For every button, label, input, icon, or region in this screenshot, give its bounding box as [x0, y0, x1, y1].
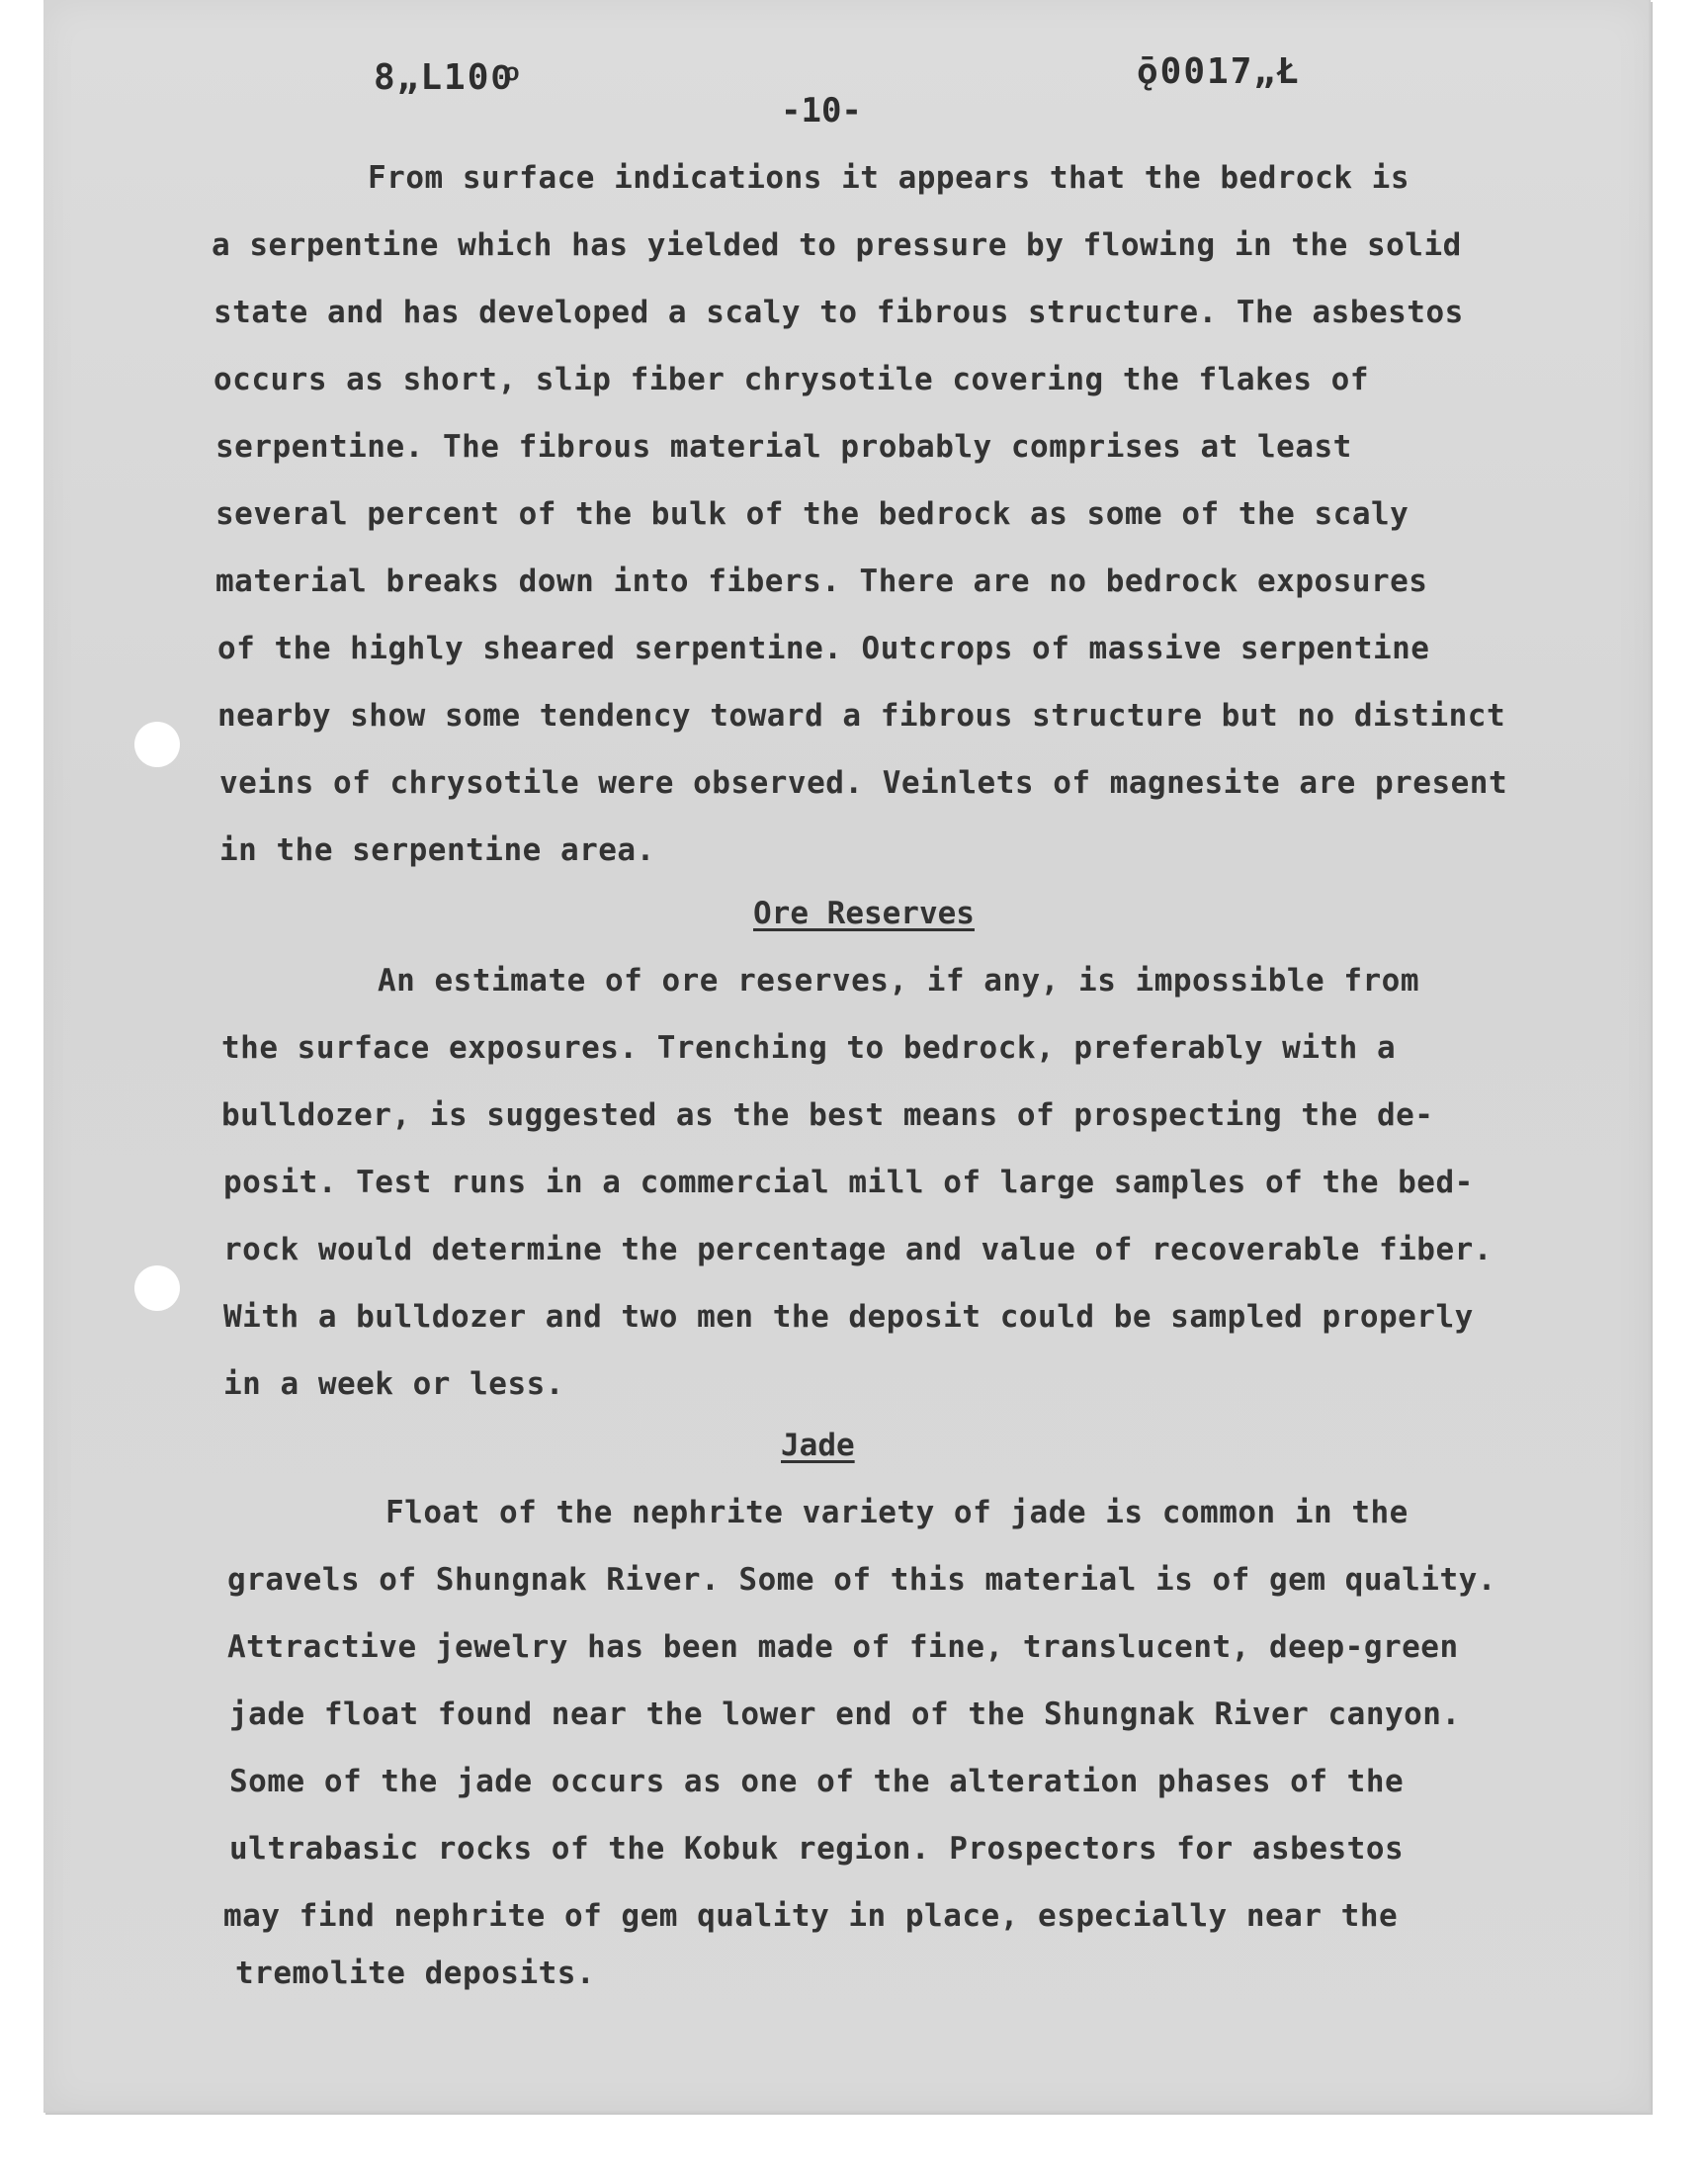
paragraph-line: a serpentine which has yielded to pressure by flowing in the solid	[212, 227, 1462, 263]
archive-stamp-right: ǭ0017„Ł	[1137, 51, 1301, 92]
paragraph-line: With a bulldozer and two men the deposit could be sampled properly	[223, 1299, 1474, 1335]
paragraph-line: ultrabasic rocks of the Kobuk region. Prospectors for asbestos	[229, 1831, 1405, 1867]
page-number: -10-	[781, 91, 862, 130]
punch-hole-top	[134, 722, 180, 767]
paragraph-line: nearby show some tendency toward a fibrous structure but no distinct	[217, 698, 1506, 734]
paragraph-line: several percent of the bulk of the bedrock as some of the scaly	[215, 496, 1409, 532]
paragraph-line: the surface exposures. Trenching to bedrock, preferably with a	[221, 1030, 1397, 1066]
paragraph-line: state and has developed a scaly to fibrous structure. The asbestos	[214, 295, 1464, 330]
paragraph-line: bulldozer, is suggested as the best means of prospecting the de-	[221, 1097, 1434, 1133]
paragraph-line: material breaks down into fibers. There are no bedrock exposures	[215, 564, 1428, 599]
paragraph-line: serpentine. The fibrous material probably comprises at least	[215, 429, 1352, 465]
paragraph-line: Some of the jade occurs as one of the alteration phases of the	[229, 1764, 1405, 1799]
paragraph-line: in a week or less.	[223, 1366, 564, 1402]
paragraph-line: An estimate of ore reserves, if any, is impossible from	[378, 963, 1419, 999]
punch-hole-bottom	[134, 1265, 180, 1311]
paragraph-line: Float of the nephrite variety of jade is common in the	[385, 1495, 1409, 1530]
section-heading-jade: Jade	[781, 1428, 855, 1463]
paragraph-line: of the highly sheared serpentine. Outcrops of massive serpentine	[217, 631, 1430, 666]
archive-stamp-left: 8„L100ͦ	[374, 57, 514, 98]
paragraph-line: Attractive jewelry has been made of fine, translucent, deep-green	[227, 1629, 1459, 1665]
paragraph-line: rock would determine the percentage and value of recoverable fiber.	[223, 1232, 1493, 1267]
paragraph-line: jade float found near the lower end of the Shungnak River canyon.	[229, 1696, 1461, 1732]
paragraph-line: occurs as short, slip fiber chrysotile covering the flakes of	[214, 362, 1369, 397]
paragraph-line: may find nephrite of gem quality in place, especially near the	[223, 1898, 1399, 1934]
paragraph-line: veins of chrysotile were observed. Veinlets of magnesite are present	[219, 765, 1508, 801]
paragraph-line: posit. Test runs in a commercial mill of large samples of the bed-	[223, 1165, 1474, 1200]
section-heading-ore-reserves: Ore Reserves	[753, 896, 975, 931]
paragraph-line: From surface indications it appears that the bedrock is	[368, 160, 1409, 196]
paragraph-line: in the serpentine area.	[219, 832, 655, 868]
paragraph-line: gravels of Shungnak River. Some of this material is of gem quality.	[227, 1562, 1496, 1598]
paragraph-line: tremolite deposits.	[235, 1956, 596, 1991]
